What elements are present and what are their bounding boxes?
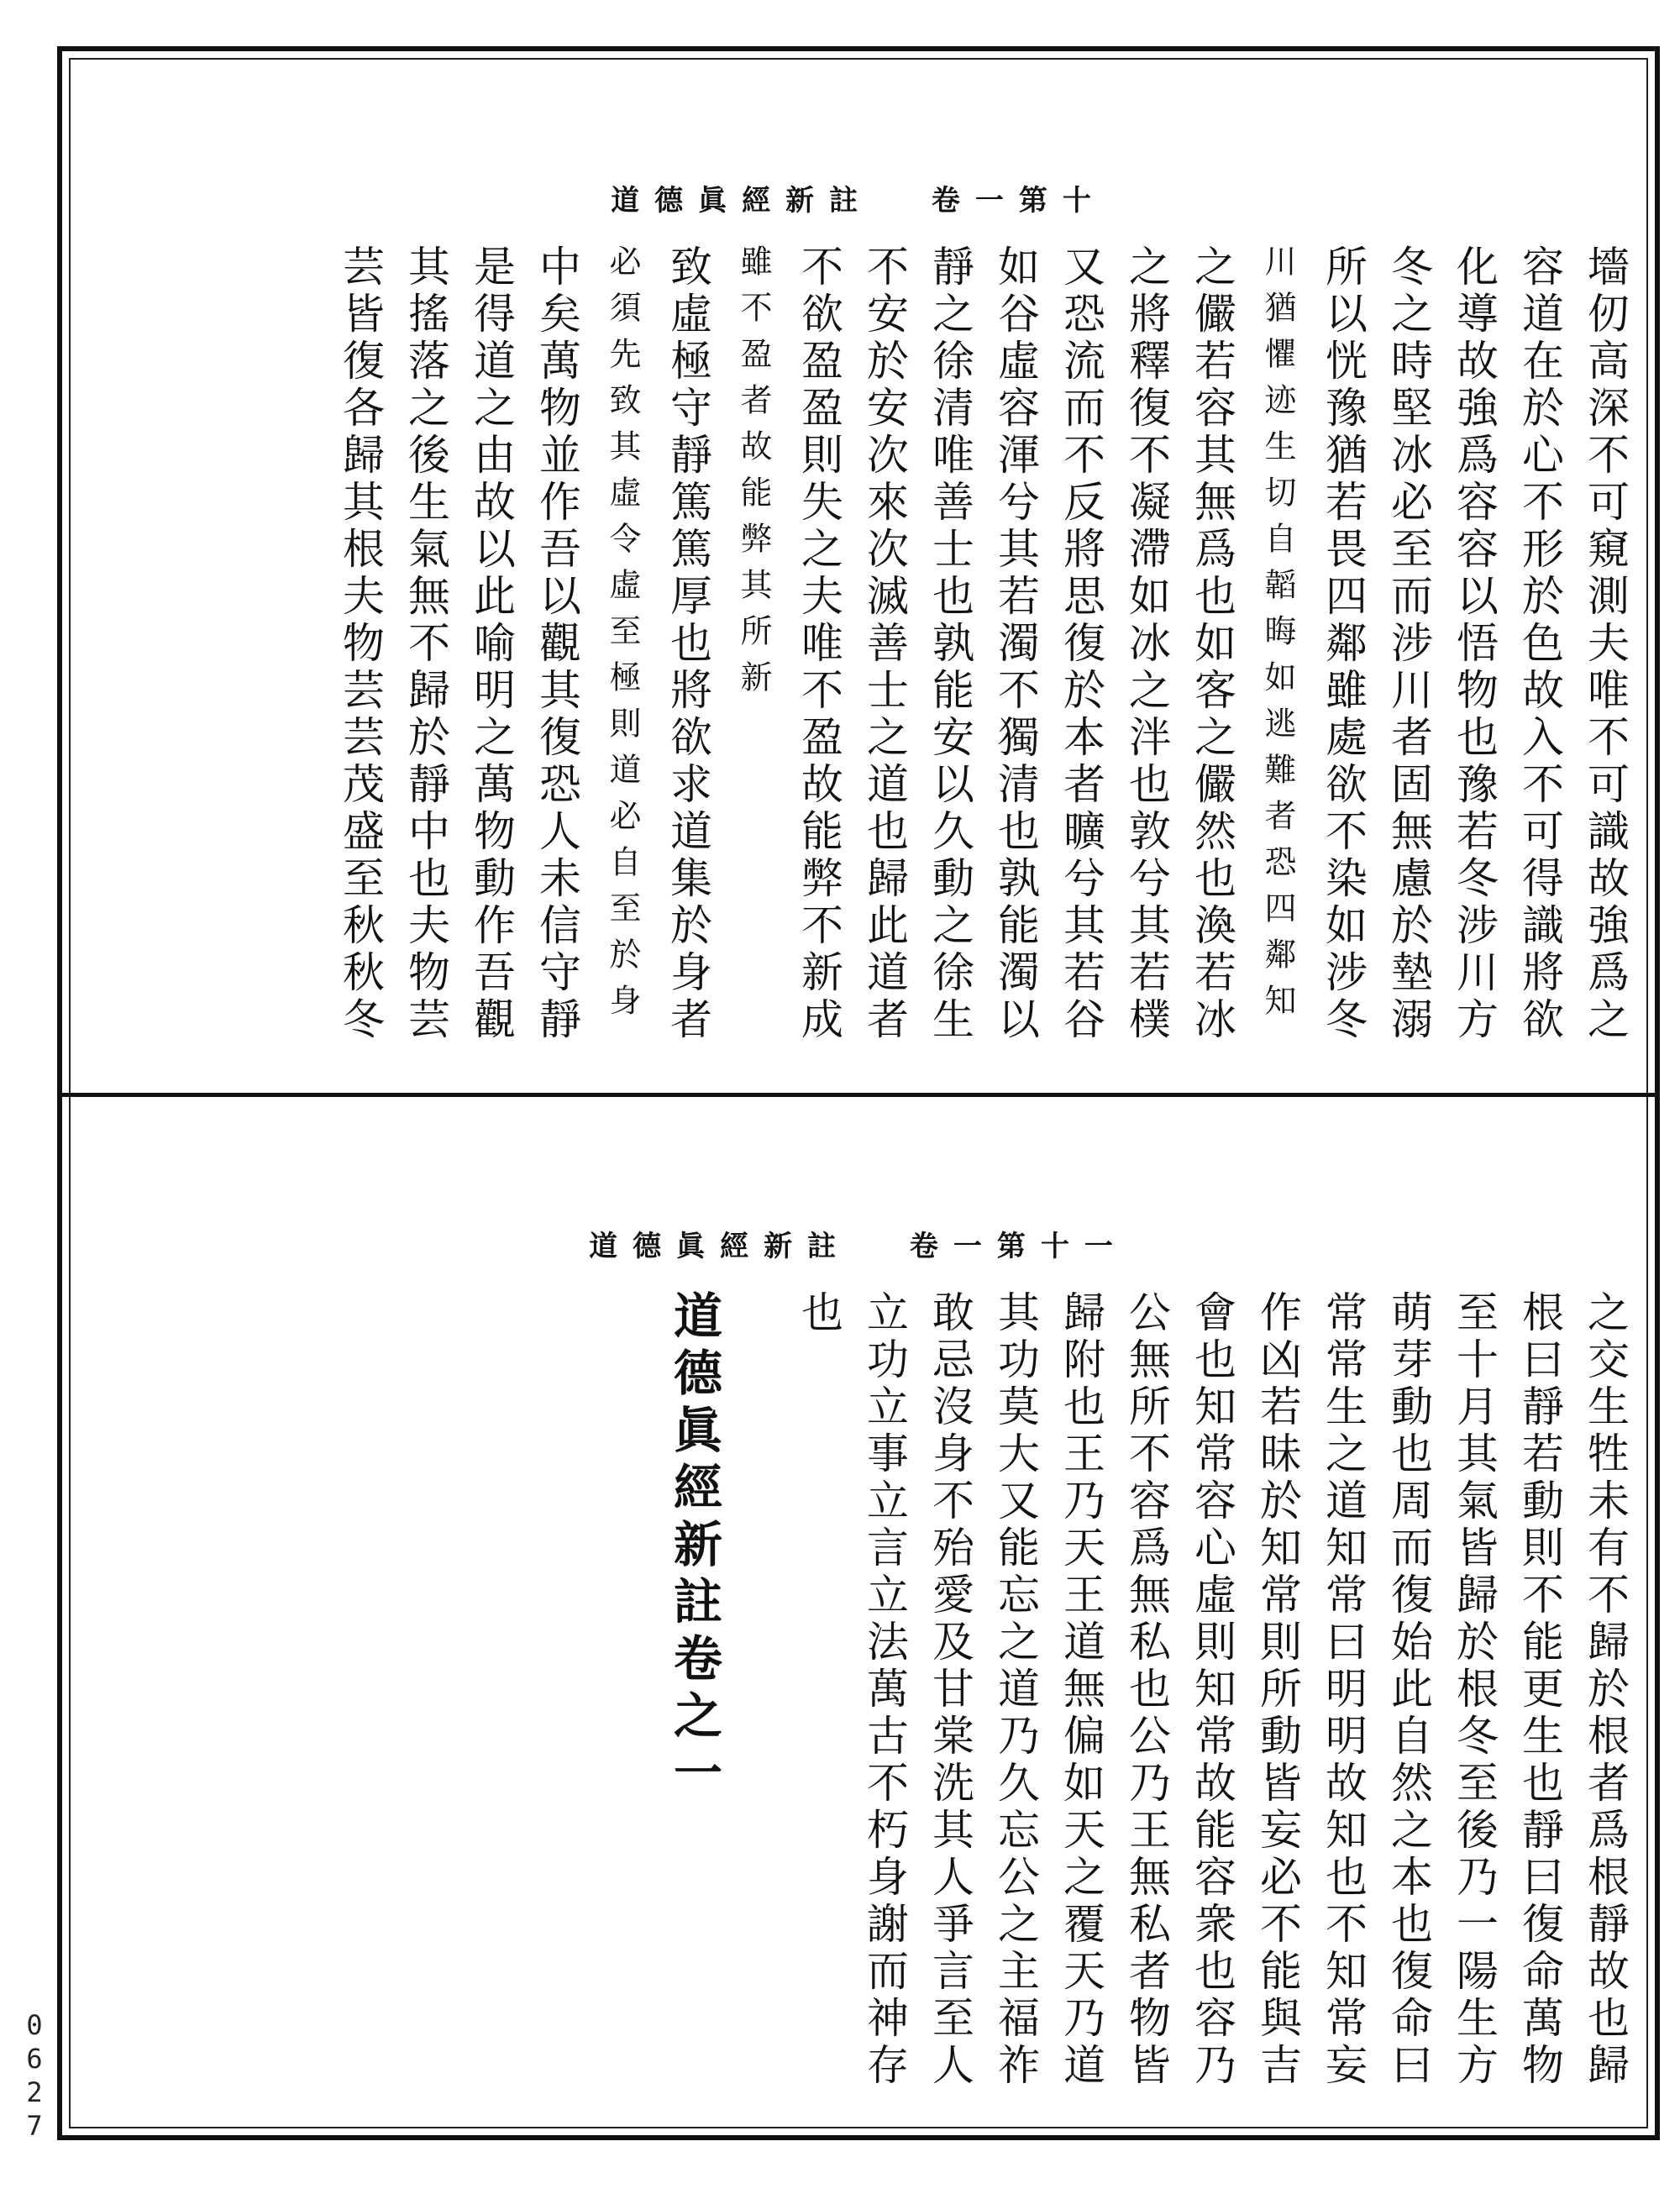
top-column: 之將釋復不凝滯如冰之泮也敦兮其若樸 <box>1122 244 1171 1044</box>
top-column: 墻仞高深不可窺測夫唯不可識故強爲之 <box>1581 244 1630 1044</box>
top-column: 又恐流而不反將思復於本者曠兮其若谷 <box>1057 244 1105 1044</box>
bottom-column: 常常生之道知常曰明明故知也不知常妄 <box>1319 1290 1368 2090</box>
bottom-column: 至十月其氣皆歸於根冬至後乃一陽生方 <box>1450 1290 1499 2090</box>
top-column: 其搖落之後生氣無不歸於靜中也夫物芸 <box>402 244 450 1044</box>
bottom-column: 也 <box>795 1290 843 1337</box>
bottom-panel <box>62 1097 1655 2130</box>
top-column: 化導故強爲容容以悟物也豫若冬涉川方 <box>1450 244 1499 1044</box>
top-header <box>62 177 1655 218</box>
top-column: 不安於安次來次滅善士之道也歸此道者 <box>860 244 909 1044</box>
top-text-columns <box>79 244 1638 1059</box>
bottom-column: 敢忌沒身不殆愛及甘棠洗其人爭言至人 <box>926 1290 974 2090</box>
bottom-column: 作凶若昧於知常則所動皆妄必不能與吉 <box>1253 1290 1302 2090</box>
top-column: 芸皆復各歸其根夫物芸芸茂盛至秋秋冬 <box>336 244 385 1044</box>
top-column: 致虛極守靜篤篤厚也將欲求道集於身者 <box>664 244 712 1044</box>
bottom-header <box>62 1223 1655 1264</box>
bottom-column: 之交生牲未有不歸於根者爲根靜故也歸 <box>1581 1290 1630 2090</box>
bottom-column: 公無所不容爲無私也公乃王無私者物皆 <box>1122 1290 1171 2090</box>
bottom-column: 其功莫大又能忘之道乃久忘公之主福祚 <box>991 1290 1040 2090</box>
top-column: 是得道之由故以此喻明之萬物動作吾觀 <box>467 244 516 1044</box>
top-column: 冬之時堅冰必至而涉川者固無慮於墊溺 <box>1384 244 1433 1044</box>
top-column: 之儼若容其無爲也如客之儼然也渙若冰 <box>1188 244 1236 1044</box>
bottom-column: 根曰靜若動則不能更生也靜曰復命萬物 <box>1515 1290 1564 2090</box>
bottom-text-columns <box>79 1290 1638 2097</box>
top-column: 所以恍豫猶若畏四鄰雖處欲不染如涉冬 <box>1319 244 1368 1044</box>
top-column: 雖不盈者故能弊其所新 <box>735 244 772 706</box>
bottom-column: 萌芽動也周而復始此自然之本也復命曰 <box>1384 1290 1433 2090</box>
top-column: 不欲盈盈則失之夫唯不盈故能弊不新成 <box>795 244 843 1044</box>
top-column: 如谷虛容渾兮其若濁不獨清也孰能濁以 <box>991 244 1040 1044</box>
top-column: 川猶懼迹生切自韜晦如逃難者恐四鄰知 <box>1259 244 1296 1030</box>
bottom-column: 歸附也王乃天王道無偏如天之覆天乃道 <box>1057 1290 1105 2090</box>
bottom-column: 立功立事立言立法萬古不朽身謝而神存 <box>860 1290 909 2090</box>
top-header-volume: 卷一第十 <box>931 184 1106 218</box>
bottom-header-volume: 卷一第十一 <box>909 1230 1128 1263</box>
top-header-title: 道德眞經新註 <box>611 184 874 218</box>
page-number: 0627 <box>18 2009 50 2144</box>
bottom-header-title: 道德眞經新註 <box>589 1230 852 1263</box>
top-panel <box>62 51 1655 1093</box>
top-column: 靜之徐清唯善士也孰能安以久動之徐生 <box>926 244 974 1044</box>
top-column: 必須先致其虛令虛至極則道必自至於身 <box>604 244 641 1030</box>
volume-end-title: 道德眞經新註卷之一 <box>665 1290 722 1804</box>
bottom-column: 會也知常容心虛則知常故能容衆也容乃 <box>1188 1290 1236 2090</box>
top-column: 中矣萬物並作吾以觀其復恐人未信守靜 <box>533 244 581 1044</box>
page-frame <box>57 46 1660 2140</box>
top-column: 容道在於心不形於色故入不可得識將欲 <box>1515 244 1564 1044</box>
